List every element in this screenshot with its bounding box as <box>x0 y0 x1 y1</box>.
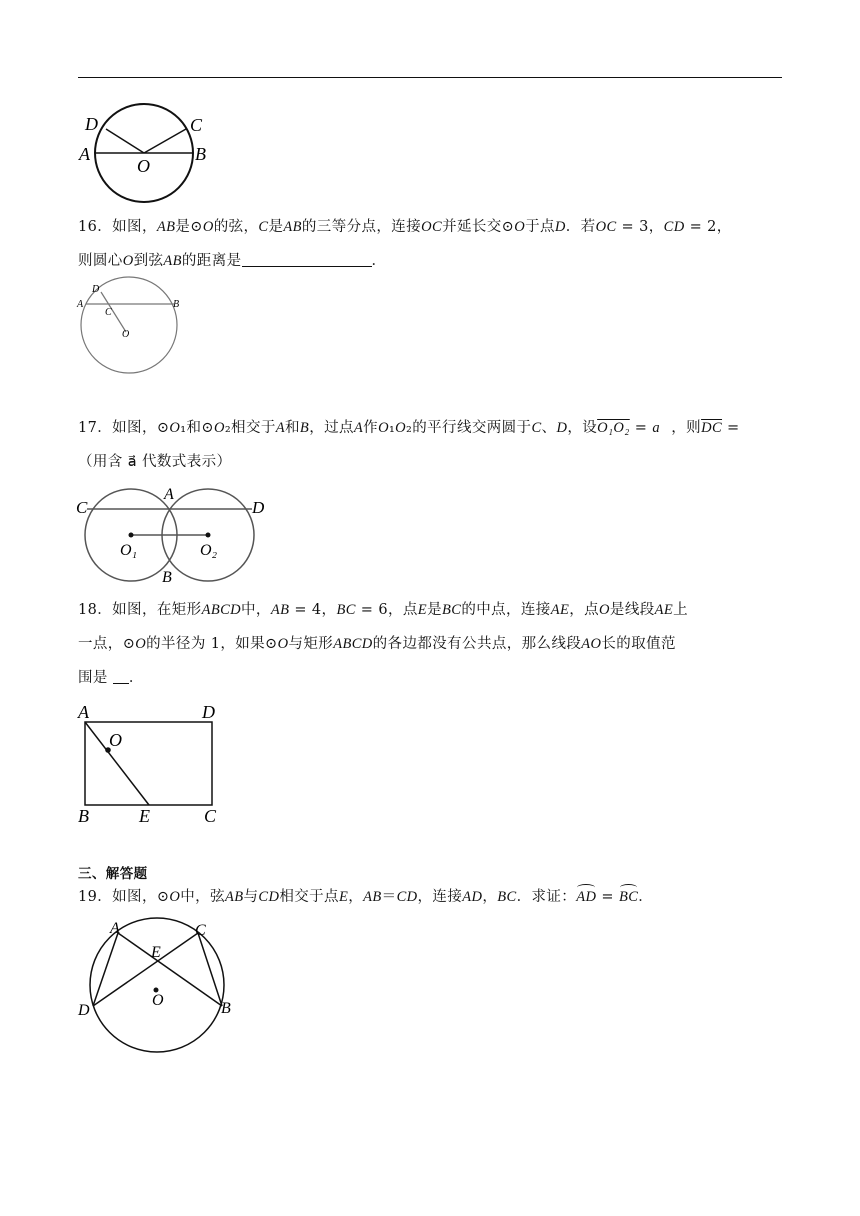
svg-text:D: D <box>92 284 100 295</box>
problem-18-line-1: 18．如图，在矩形ABCD中，AB = 4，BC = 6，点E是BC的中点，连接AE，点O是线段AE上 <box>78 602 689 618</box>
svg-text:E: E <box>151 944 161 961</box>
problem-16-line-1: 16．如图，AB是⊙O的弦，C是AB的三等分点，连接OC并延长交⊙O于点D．若OC = 3，CD = 2， <box>78 219 732 235</box>
svg-text:O₁: O₁ <box>120 542 138 559</box>
svg-text:A: A <box>164 486 174 503</box>
figure-circle-chord <box>74 282 194 376</box>
svg-text:D: D <box>78 1002 90 1019</box>
svg-text:D: D <box>202 702 215 722</box>
svg-text:A: A <box>77 299 84 310</box>
label-O: O <box>137 156 150 176</box>
svg-text:B: B <box>162 569 172 586</box>
problem-18-line-3: 围是 ． <box>78 670 144 686</box>
svg-text:C: C <box>76 498 88 517</box>
svg-text:C: C <box>105 307 112 318</box>
svg-text:O: O <box>152 992 164 1009</box>
section-heading: 三、解答题 <box>78 866 148 882</box>
svg-text:A: A <box>78 702 89 722</box>
problem-17-line-1: 17．如图，⊙O₁和⊙O₂相交于A和B，过点A作O₁O₂的平行线交两圆于C、D，设O₁O₂ = a⃗，则$\overline{DC}$ = <box>78 420 740 436</box>
svg-text:O₂: O₂ <box>200 542 218 559</box>
figure-circle-diameter <box>76 98 226 206</box>
figure-rectangle <box>76 700 226 828</box>
answer-blank[interactable] <box>113 669 129 684</box>
svg-text:B: B <box>221 1000 231 1017</box>
svg-text:O: O <box>122 329 130 340</box>
svg-text:E: E <box>139 806 150 826</box>
label-C: C <box>190 115 203 135</box>
label-A: A <box>79 144 90 164</box>
problem-16-line-2: 则圆心O到弦AB的距离是 ． <box>78 253 387 269</box>
figure-intersecting-chords <box>76 918 246 1046</box>
label-B: B <box>195 144 206 164</box>
problem-17-line-2: （用含 a⃗ 代数式表示） <box>78 454 232 470</box>
problem-18-line-2: 一点，⊙O的半径为 1，如果⊙O与矩形ABCD的各边都没有公共点，那么线段AO长的取值范 <box>78 636 676 652</box>
svg-text:D: D <box>252 498 265 517</box>
label-D: D <box>85 114 98 134</box>
svg-text:B: B <box>173 299 180 310</box>
svg-text:C: C <box>204 806 217 826</box>
header-rule <box>78 77 782 78</box>
answer-blank[interactable] <box>242 252 372 267</box>
svg-text:C: C <box>195 922 206 939</box>
svg-text:B: B <box>78 806 89 826</box>
svg-text:A: A <box>110 920 120 937</box>
problem-19-line-1: 19．如图，⊙O中，弦AB与CD相交于点E，AB＝CD，连接AD，BC．求证：AD = BC． <box>78 889 654 905</box>
svg-text:O: O <box>109 730 122 750</box>
figure-two-circles <box>76 484 272 586</box>
